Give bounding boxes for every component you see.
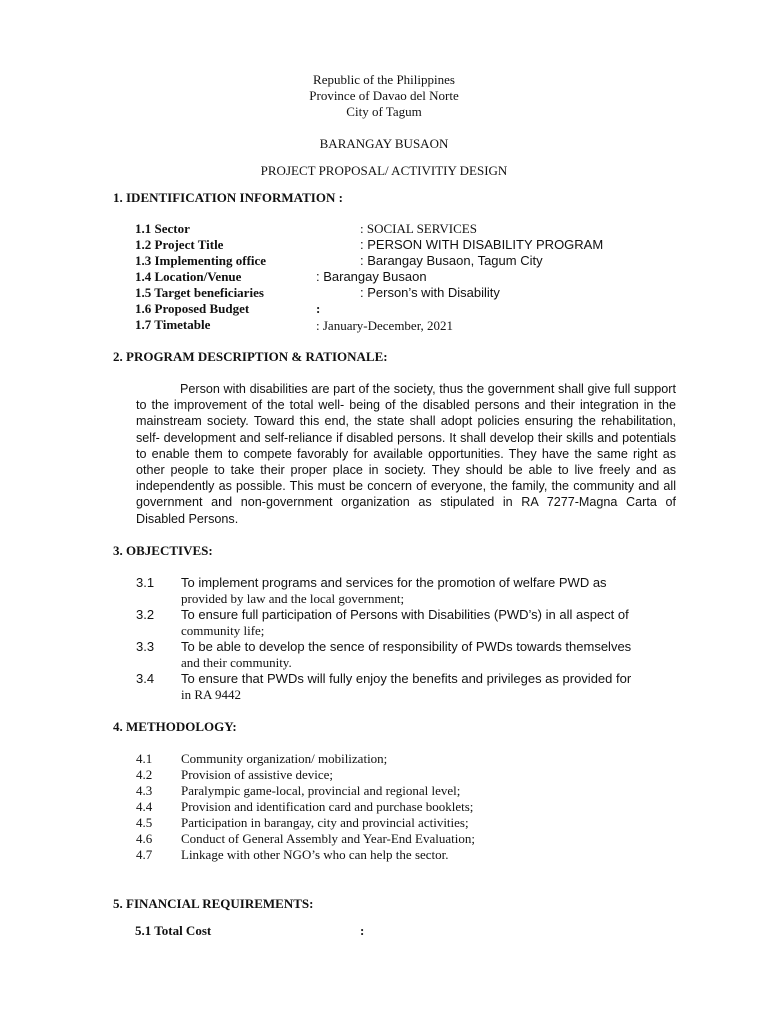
methodology-number: 4.3 <box>136 783 153 798</box>
section4-heading: 4. METHODOLOGY: <box>113 719 237 734</box>
objective-number: 3.3 <box>136 639 155 654</box>
section2-heading: 2. PROGRAM DESCRIPTION & RATIONALE: <box>113 349 388 364</box>
field-value-implementing-office: : Barangay Busaon, Tagum City <box>360 253 543 268</box>
header-province: Province of Davao del Norte <box>309 88 459 103</box>
objective-text: To implement programs and services for the promotion of welfare PWD as <box>181 575 607 590</box>
field-label-target-beneficiaries: 1.5 Target beneficiaries <box>135 285 264 300</box>
objective-number: 3.4 <box>136 671 155 686</box>
objective-text-cont: in RA 9442 <box>181 687 241 702</box>
header-barangay: BARANGAY BUSAON <box>319 136 449 151</box>
document-title: PROJECT PROPOSAL/ ACTIVITIY DESIGN <box>260 163 508 178</box>
field-value-project-title: : PERSON WITH DISABILITY PROGRAM <box>360 237 604 252</box>
objective-text-cont: community life; <box>181 623 265 638</box>
methodology-text: Community organization/ mobilization; <box>181 751 388 766</box>
section1-heading: 1. IDENTIFICATION INFORMATION : <box>113 190 343 205</box>
header-city: City of Tagum <box>346 104 422 119</box>
field-value-proposed-budget: : <box>316 301 321 316</box>
methodology-text: Conduct of General Assembly and Year-End Evaluation; <box>181 831 475 846</box>
objective-text: To ensure that PWDs will fully enjoy the benefits and privileges as provided for <box>181 671 632 686</box>
methodology-text: Linkage with other NGO’s who can help the sector. <box>181 847 449 862</box>
field-label-sector: 1.1 Sector <box>135 221 190 236</box>
field-value-timetable: : January-December, 2021 <box>316 318 454 333</box>
field-value-sector: : SOCIAL SERVICES <box>360 221 477 236</box>
methodology-text: Provision and identification card and purchase booklets; <box>181 799 474 814</box>
methodology-text: Provision of assistive device; <box>181 767 334 782</box>
methodology-number: 4.7 <box>136 847 153 862</box>
field-value-location: : Barangay Busaon <box>316 269 427 284</box>
methodology-number: 4.5 <box>136 815 153 830</box>
field-label-implementing-office: 1.3 Implementing office <box>135 253 267 268</box>
methodology-number: 4.2 <box>136 767 153 782</box>
section3-heading: 3. OBJECTIVES: <box>113 543 213 558</box>
rationale-paragraph: Person with disabilities are part of the society, thus the government shall give full support to the improvement of the total well- being of the disabled persons and their integration in the mainstream society. Toward this end, the state shall adopt policies ensuring the rehabilitation, self- development and self-reliance if disabled persons. It shall develop their skills and potentials to enable them to compete favorably for available opportunities. They have the same right as other people to take their proper place in society. They should be able to live freely and as independently as possible. This must be concern of everyone, the family, the community and all government and non-government organization as stipulated in RA 7277-Magna Carta of Disabled Persons. <box>136 382 676 526</box>
total-cost-label: 5.1 Total Cost <box>135 923 212 938</box>
field-value-target-beneficiaries: : Person’s with Disability <box>360 285 500 300</box>
field-label-timetable: 1.7 Timetable <box>135 317 211 332</box>
objective-number: 3.1 <box>136 575 155 590</box>
field-label-proposed-budget: 1.6 Proposed Budget <box>135 301 250 316</box>
methodology-number: 4.6 <box>136 831 153 846</box>
field-label-location: 1.4 Location/Venue <box>135 269 242 284</box>
header-republic: Republic of the Philippines <box>313 72 455 87</box>
objective-text-cont: provided by law and the local government; <box>181 591 405 606</box>
methodology-number: 4.4 <box>136 799 153 814</box>
objective-text-cont: and their community. <box>181 655 292 670</box>
objective-number: 3.2 <box>136 607 155 622</box>
field-label-project-title: 1.2 Project Title <box>135 237 224 252</box>
methodology-text: Participation in barangay, city and provincial activities; <box>181 815 469 830</box>
objective-text: To ensure full participation of Persons with Disabilities (PWD’s) in all aspect of <box>181 607 629 622</box>
total-cost-value: : <box>360 923 365 938</box>
objective-text: To be able to develop the sence of responsibility of PWDs towards themselves <box>181 639 632 654</box>
methodology-number: 4.1 <box>136 751 153 766</box>
section5-heading: 5. FINANCIAL REQUIREMENTS: <box>113 896 314 911</box>
methodology-text: Paralympic game-local, provincial and regional level; <box>181 783 461 798</box>
